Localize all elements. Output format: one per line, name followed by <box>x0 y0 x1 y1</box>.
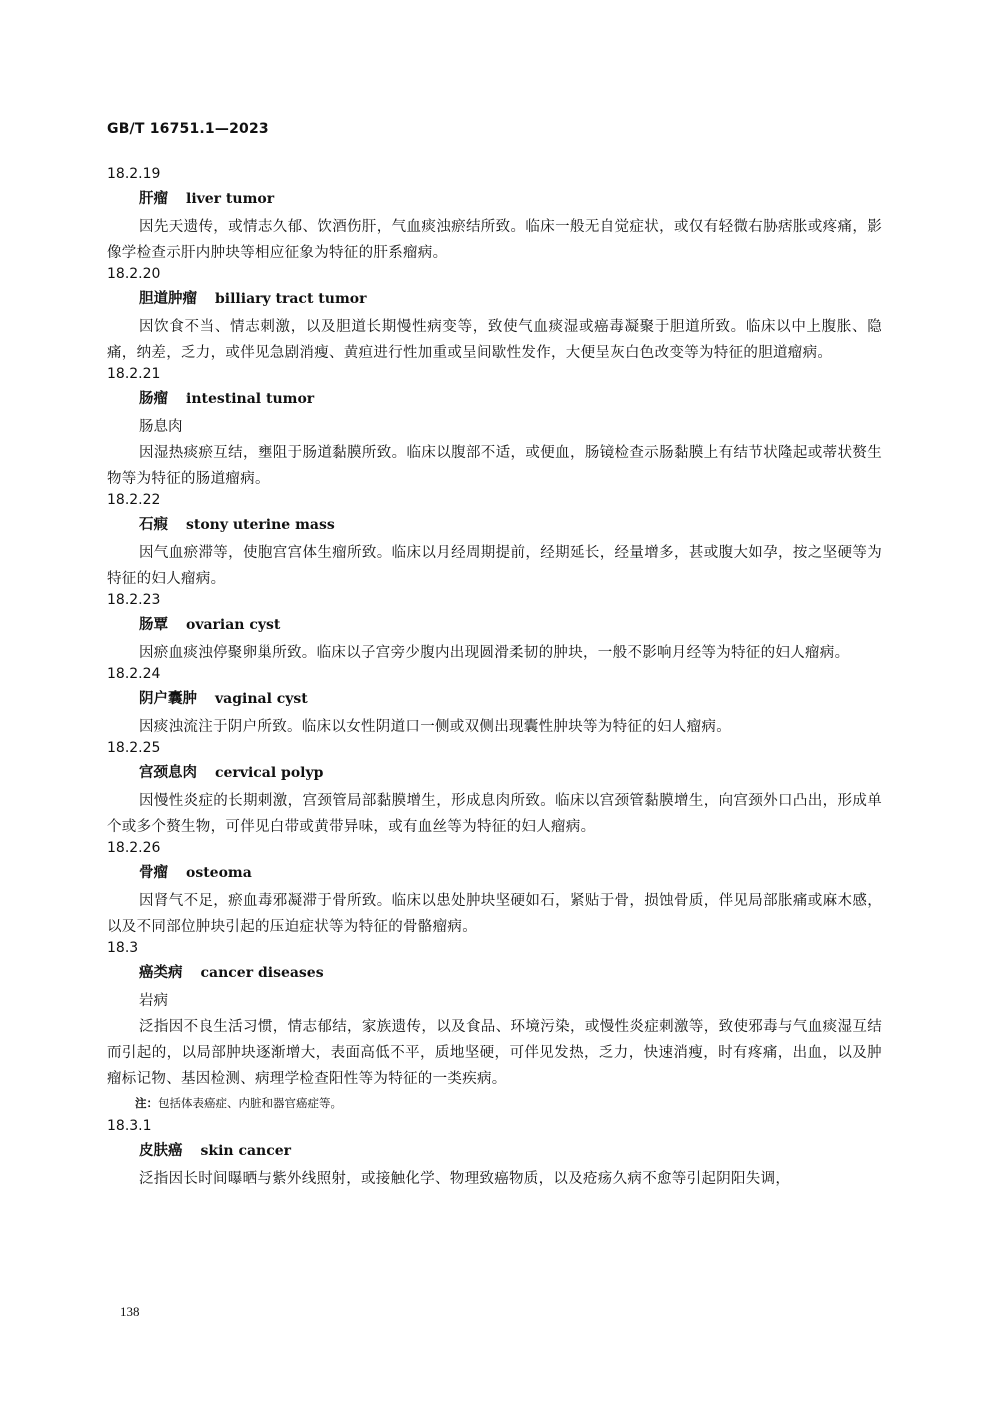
term-en: liver tumor <box>186 191 275 207</box>
page-number: 138 <box>120 1304 140 1319</box>
note-label: 注： <box>135 1096 158 1110</box>
entry-definition: 因慢性炎症的长期刺激，宫颈管局部黏膜增生，形成息肉所致。临床以宫颈管黏膜增生，向宫颈外口凸出，形成单个或多个赘生物，可伴见白带或黄带异味，或有血丝等为特征的妇人瘤病。 <box>107 793 882 835</box>
entry-term <box>107 190 882 208</box>
entry-term <box>107 290 882 308</box>
document-body <box>107 166 882 1192</box>
entry-number: 18.2.21 <box>107 366 161 382</box>
entry-definition: 因肾气不足，瘀血毒邪凝滞于骨所致。临床以患处肿块坚硬如石，紧贴于骨，损蚀骨质，伴见局部胀痛或麻木感，以及不同部位肿块引起的压迫症状等为特征的骨骼瘤病。 <box>107 893 882 935</box>
term-en: cervical polyp <box>215 765 324 781</box>
entry-term <box>107 390 882 408</box>
term-en: ovarian cyst <box>186 617 281 633</box>
term-zh: 皮肤癌 <box>139 1143 183 1159</box>
entry-term <box>107 964 882 982</box>
term-en: vaginal cyst <box>215 691 308 707</box>
entry-number: 18.2.25 <box>107 740 161 756</box>
term-zh: 癌类病 <box>139 965 183 981</box>
term-zh: 胆道肿瘤 <box>139 291 197 307</box>
entry-term <box>107 1142 882 1160</box>
entry-number: 18.2.24 <box>107 666 161 682</box>
term-en: stony uterine mass <box>186 517 335 533</box>
term-zh: 骨瘤 <box>139 865 168 881</box>
entry-synonym: 肠息肉 <box>139 419 183 435</box>
term-zh: 肠覃 <box>139 617 168 633</box>
entry-number: 18.2.23 <box>107 592 161 608</box>
entry-number: 18.2.20 <box>107 266 161 282</box>
entry-definition: 因痰浊流注于阴户所致。临床以女性阴道口一侧或双侧出现囊性肿块等为特征的妇人瘤病。 <box>139 719 731 735</box>
entry-term <box>107 864 882 882</box>
entry-number: 18.2.22 <box>107 492 161 508</box>
entry-definition: 因瘀血痰浊停聚卵巢所致。临床以子宫旁少腹内出现圆滑柔韧的肿块，一般不影响月经等为特征的妇人瘤病。 <box>139 645 850 661</box>
entry-definition: 因气血瘀滞等，使胞宫宫体生瘤所致。临床以月经周期提前，经期延长，经量增多，甚或腹大如孕，按之坚硬等为特征的妇人瘤病。 <box>107 545 882 587</box>
term-en: skin cancer <box>200 1143 292 1159</box>
entry-synonym: 岩病 <box>139 993 168 1009</box>
entry-number: 18.2.26 <box>107 840 161 856</box>
entry-definition: 因湿热痰瘀互结，壅阻于肠道黏膜所致。临床以腹部不适，或便血，肠镜检查示肠黏膜上有结节状隆起或蒂状赘生物等为特征的肠道瘤病。 <box>107 445 882 487</box>
entry-definition: 泛指因长时间曝晒与紫外线照射，或接触化学、物理致癌物质，以及疮疡久病不愈等引起阴阳失调， <box>139 1171 791 1187</box>
entry-definition: 因饮食不当、情志刺激，以及胆道长期慢性病变等，致使气血痰湿或癌毒凝聚于胆道所致。临床以中上腹胀、隐痛，纳差，乏力，或伴见急剧消瘦、黄疸进行性加重或呈间歇性发作，大便呈灰白色改变等为特征的胆道瘤病。 <box>107 319 882 361</box>
entry-term <box>107 690 882 708</box>
term-en: cancer diseases <box>200 965 324 981</box>
entry-definition: 泛指因不良生活习惯，情志郁结，家族遗传，以及食品、环境污染，或慢性炎症刺激等，致使邪毒与气血痰湿互结而引起的，以局部肿块逐渐增大，表面高低不平，质地坚硬，可伴见发热，乏力，快速消瘦，时有疼痛，出血，以及肿瘤标记物、基因检测、病理学检查阳性等为特征的一类疾病。 <box>107 1019 882 1087</box>
standard-number: GB/T 16751.1—2023 <box>107 121 269 137</box>
entry-term <box>107 764 882 782</box>
term-zh: 肝瘤 <box>139 191 168 207</box>
entry-number: 18.2.19 <box>107 166 161 182</box>
entry-number: 18.3.1 <box>107 1118 152 1134</box>
note-text: 包括体表癌症、内脏和器官癌症等。 <box>158 1096 342 1110</box>
entry-note <box>107 1094 882 1112</box>
term-en: osteoma <box>186 865 252 881</box>
term-en: intestinal tumor <box>186 391 315 407</box>
term-en: billiary tract tumor <box>215 291 367 307</box>
term-zh: 宫颈息肉 <box>139 765 197 781</box>
entry-number: 18.3 <box>107 940 139 956</box>
term-zh: 阴户囊肿 <box>139 691 197 707</box>
entry-term <box>107 516 882 534</box>
term-zh: 肠瘤 <box>139 391 168 407</box>
entry-definition: 因先天遗传，或情志久郁、饮酒伤肝，气血痰浊瘀结所致。临床一般无自觉症状，或仅有轻微右胁痞胀或疼痛，影像学检查示肝内肿块等相应征象为特征的肝系瘤病。 <box>107 219 882 261</box>
entry-term <box>107 616 882 634</box>
term-zh: 石瘕 <box>139 517 168 533</box>
